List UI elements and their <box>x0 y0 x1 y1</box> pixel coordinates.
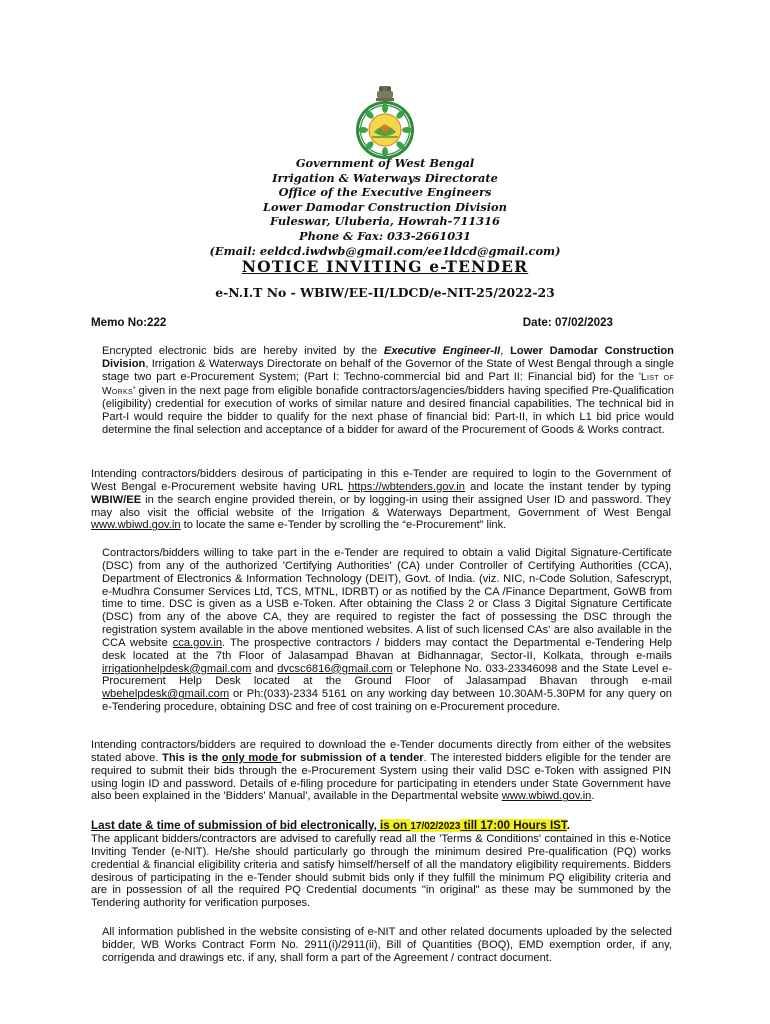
wbiwd-link[interactable]: www.wbiwd.gov.in <box>501 790 592 803</box>
header-directorate: Irrigation & Waterways Directorate <box>272 170 498 185</box>
notice-title: NOTICE INVITING e-TENDER <box>241 257 529 276</box>
nit-number: e-N.I.T No - WBIW/EE-II/LDCD/e-NIT-25/2022-23 <box>215 285 555 300</box>
header-address: Fuleswar, Uluberia, Howrah-711316 <box>270 214 500 229</box>
search-keyword: WBIW/EE <box>91 493 142 506</box>
last-date-value: 17/02/2023 <box>410 821 461 832</box>
emphasis: This is the <box>162 751 222 764</box>
header-phone: Phone & Fax: 033-2661031 <box>299 228 471 243</box>
notice-date: Date: 07/02/2023 <box>522 316 613 329</box>
paragraph-agreement: All information published in the website consisting of e-NIT and other related documents uploaded by the selected bidder, WB Works Contract Form No. 2911(i)/2911(ii), Bill of Quantities (BOQ), EMD exemption order, if any, corrigenda and drawings etc. if any, shall form a part of the Agreement / contract document. <box>102 926 672 964</box>
dvcsc-email-link[interactable]: dvcsc6816@gmail.com <box>277 662 393 675</box>
text: Intending contractors/bidders desirous of participating in this e-Tender are required to login to the Government of West Bengal e-Procurement website having URL <box>91 468 671 493</box>
text: . The interested bidders eligible for the tender are required to submit their bids through the e-Procurement System using their valid DSC e-Token with assigned PIN using login ID and password. Details of e-filing procedure for participating in etenders under State Government have also been explained in the 'Bidders' Manual', available in the Departmental website <box>91 751 671 803</box>
header-office: Office of the Executive Engineers <box>278 185 492 200</box>
text: . <box>566 819 570 832</box>
last-date-highlight: is on <box>380 819 411 832</box>
paragraph-eligibility: The applicant bidders/contractors are advised to carefully read all the 'Terms & Conditions' contained in this e-Notice Inviting Tender (e-NIT). He/she should particularly go through the minimum desired Pre-qualification (PQ) works credential & financial eligibility criteria and satisfy himself/herself of all the mandatory eligibility requirements. Bidders desirous of participating in the e-Tender should submit bids only if they fulfill the minimum PQ eligibility criteria and are in possession of all the required PQ Credential documents "in original" as these may be summoned by the Tendering authority for verification purposes. <box>91 833 671 910</box>
header-government: Government of West Bengal <box>295 156 475 170</box>
text: and locate the instant tender by typing <box>464 480 671 493</box>
text: . The prospective contractors / bidders may contact the Departmental e-Tendering Help desk located at the 7th Floor of Jalasampad Bhavan at Bidhannagar, Sector-II, Kolkata, through e-mails <box>102 636 672 662</box>
paragraph-dsc <box>102 547 672 714</box>
last-date-line <box>91 819 570 832</box>
last-time-value: till 17:00 Hours IST <box>460 819 567 832</box>
text: Intending contractors/bidders are required to download the e-Tender documents directly from either of the websites stated above. <box>91 739 671 764</box>
wbtenders-link[interactable]: https://wbtenders.gov.in <box>348 480 465 493</box>
cca-link[interactable]: cca.gov.in <box>172 636 223 649</box>
west-bengal-emblem-icon <box>344 84 426 162</box>
text: and <box>251 662 278 675</box>
text: to locate the same e-Tender by scrolling the “e-Procurement” link. <box>180 519 507 532</box>
text: Encrypted electronic bids are hereby invited by the <box>102 345 384 357</box>
emphasis-underlined: only mode <box>221 751 282 764</box>
text: or Ph:(033)-2334 5161 on any working day between 10.30AM-5.30PM for any query on e-Tendering procedure, obtaining DSC and free of cost training on e-Procurement procedure. <box>102 688 672 714</box>
paragraph-login <box>91 468 671 532</box>
header-division: Lower Damodar Construction Division <box>263 199 507 214</box>
wbiwd-link[interactable]: www.wbiwd.gov.in <box>91 519 181 532</box>
text: Contractors/bidders willing to take part in the e-Tender are required to obtain a valid Digital Signature-Certificate (DSC) from any of the authorized 'Certifying Authorities' (CA) under Controller of Certifying Authorities (CCA), Department of Electronics & Information Technology (DEIT), Govt. of India. (viz. NIC, n-Code Solution, Safescrypt, e-Mudhra Consumer Services Ltd, TCS, MTNL, IDRBT) or as notified by the CA /Finance Department, GoWB from time to time. DSC is given as a USB e-Token. After obtaining the Class 2 or Class 3 Digital Signature Certificate (DSC) from any of the above CA, they are required to register the fact of possessing the DSC through the registration system available in the above mentioned websites. A list of such licensed CAs' are also available in the CCA website <box>102 547 672 649</box>
text: or Telephone No. 033-23346098 and the State Level e-Procurement Help Desk located at the Ground Floor of Jalasampad Bhavan through e-mail <box>102 662 672 688</box>
text: in the search engine provided therein, or by logging-in using their assigned User ID and password. They may also visit the official website of the Irrigation & Waterways Department, Government of West Bengal <box>91 493 671 519</box>
wbehelpdesk-email-link[interactable]: wbehelpdesk@gmail.com <box>102 688 230 701</box>
text: . <box>591 790 595 803</box>
text: , Irrigation & Waterways Directorate on behalf of the Governor of the State of West Bengal through a single stage two part e-Procurement System; (Part I: Techno-commercial bid and Part II: Financial bid) for the ' <box>102 357 674 383</box>
division-name: Lower Damodar Construction Division <box>102 345 674 370</box>
emphasis: for submission of a tender <box>281 751 424 764</box>
lion-capital-icon <box>376 86 394 101</box>
text: , <box>500 345 511 357</box>
paragraph-download <box>91 739 671 803</box>
text: ' given in the next page from eligible bonafide contractors/agencies/bidders having specified Pre-Qualification (eligibility) credential for execution of works of similar nature and desired financial capabilities. The technical bid in Part-I would require the bidder to qualify for the next phase of financial bid: Part-II, in which L1 bid price would determine the final selection and acceptance of a bidder for award of the Procurement of Goods & Works contract. <box>102 384 674 437</box>
list-of-works-label: List of Works <box>102 371 674 397</box>
authority-title: Executive Engineer-II <box>383 345 501 357</box>
header-email: (Email: eeldcd.iwdwb@gmail.com/ee1ldcd@gmail.com) <box>209 243 561 258</box>
paragraph-invitation <box>102 345 674 437</box>
last-date-label: Last date & time of submission of bid electronically, <box>91 819 381 832</box>
memo-number: Memo No:222 <box>91 316 167 329</box>
office-header <box>150 156 620 258</box>
helpdesk-email-link[interactable]: irrigationhelpdesk@gmail.com <box>102 662 252 675</box>
